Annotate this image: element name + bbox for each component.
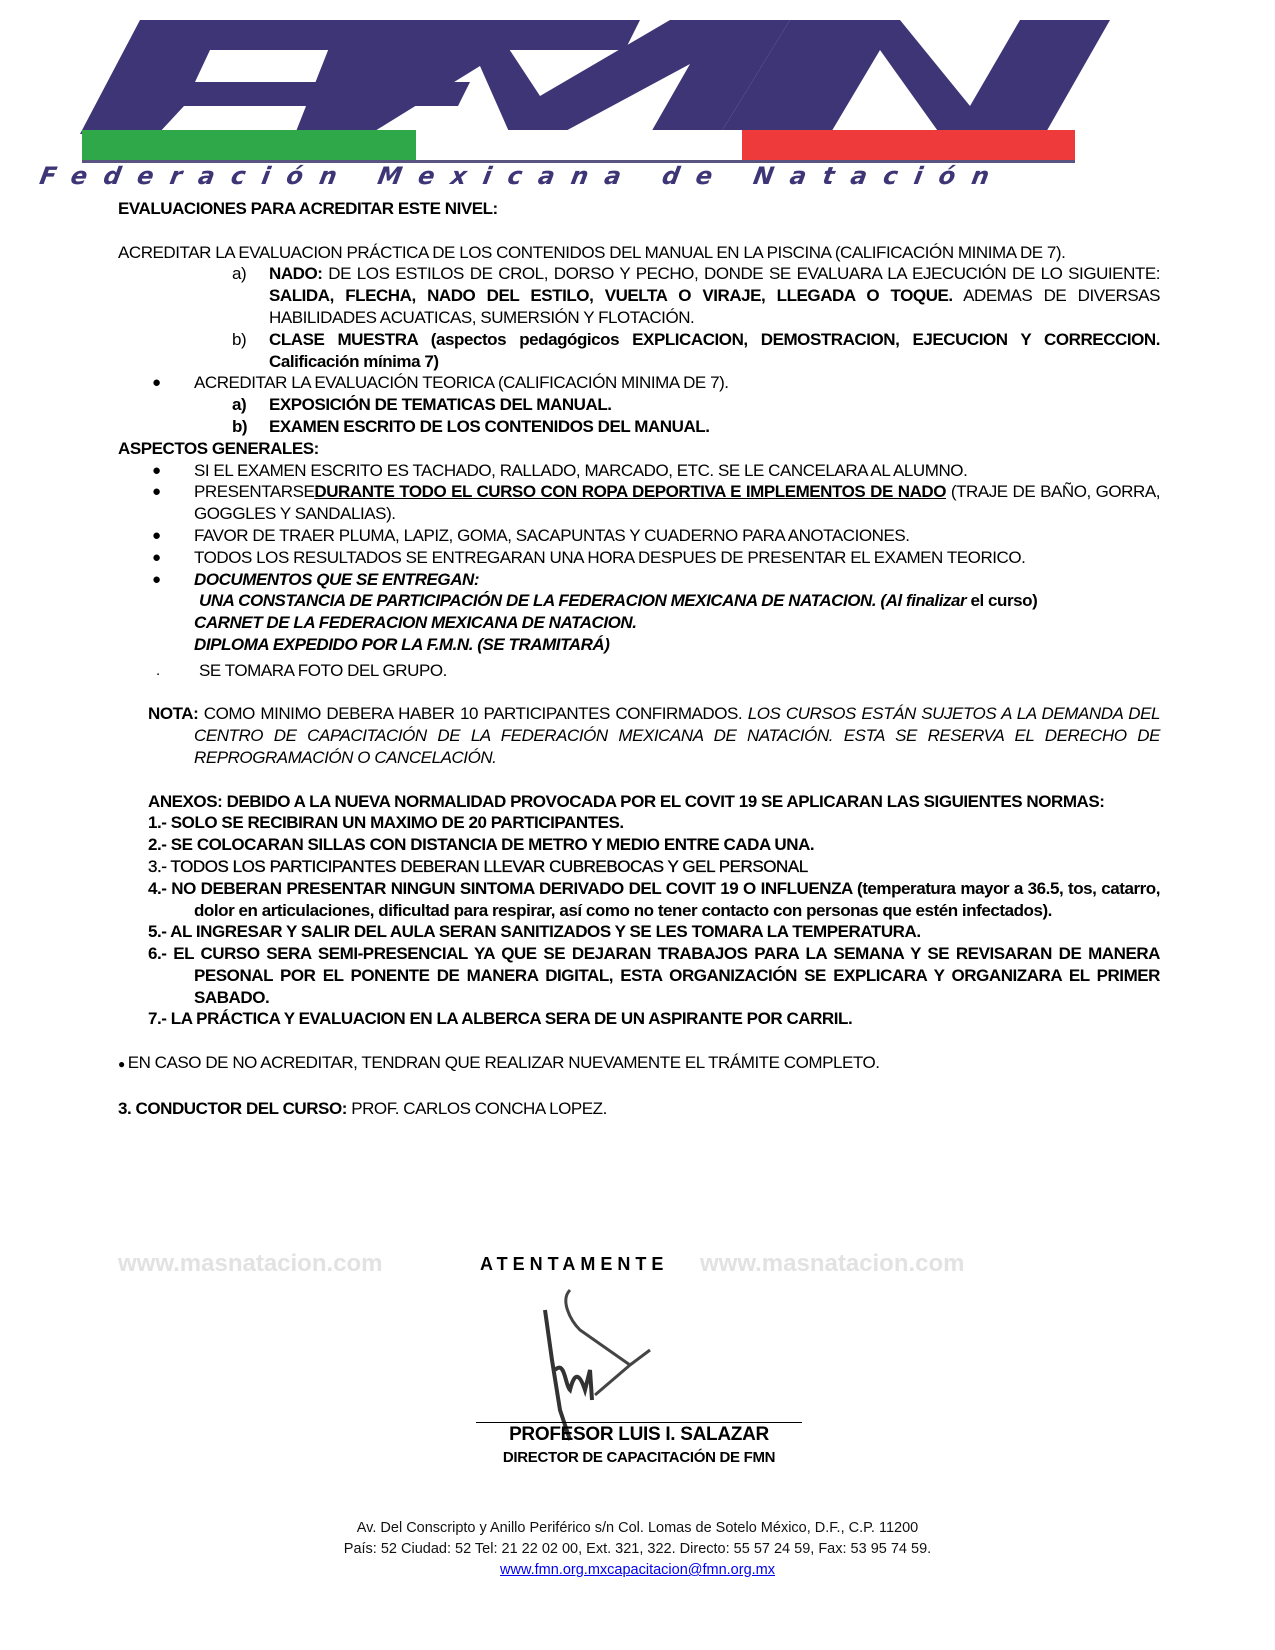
bullet-text: TODOS LOS RESULTADOS SE ENTREGARAN UNA HORA DESPUES DE PRESENTAR EL EXAMEN TEORICO.	[194, 547, 1026, 567]
item-lead: NADO:	[269, 264, 323, 284]
bullet-text: FAVOR DE TRAER PLUMA, LAPIZ, GOMA, SACAPUNTAS Y CUADERNO PARA ANOTACIONES.	[194, 525, 910, 545]
item-text: CLASE MUESTRA (aspectos pedagógicos EXPLICACION, DEMOSTRACION, EJECUCION Y CORRECCION. Calificación mínima 7)	[269, 329, 1160, 371]
document-item: CARNET DE LA FEDERACION MEXICANA DE NATACION.	[194, 613, 637, 633]
footer-link[interactable]: www.fmn.org.mxcapacitacion@fmn.org.mx	[500, 1562, 775, 1578]
bullet-icon: ●	[152, 526, 161, 544]
anexo-number: 4.-	[148, 878, 167, 898]
closing-text: ATENTAMENTE	[480, 1254, 669, 1274]
anexo-item	[148, 834, 1160, 856]
bullet-text: SI EL EXAMEN ESCRITO ES TACHADO, RALLADO, MARCADO, ETC. SE LE CANCELARA AL ALUMNO.	[194, 460, 968, 480]
conductor-label: 3. CONDUCTOR DEL CURSO:	[118, 1098, 347, 1118]
document-body	[118, 198, 1160, 1119]
anexo-text: AL INGRESAR Y SALIR DEL AULA SERAN SANITIZADOS Y SE LES TOMARA LA TEMPERATURA.	[170, 922, 921, 942]
watermark: www.masnatacion.com	[118, 1250, 383, 1277]
bullet-icon: .	[156, 661, 160, 679]
anexo-number: 1.-	[148, 813, 167, 833]
anexo-text: NO DEBERAN PRESENTAR NINGUN SINTOMA DERIVADO DEL COVIT 19 O INFLUENZA	[171, 878, 853, 898]
item-text: EXAMEN ESCRITO DE LOS CONTENIDOS DEL MANUAL.	[269, 416, 710, 436]
flag-red-bar	[742, 130, 1075, 162]
document-item: DIPLOMA EXPEDIDO POR LA F.M.N. (SE TRAMITARÁ)	[194, 634, 610, 654]
anexo-number: 6.-	[148, 944, 167, 964]
section-title: EVALUACIONES PARA ACREDITAR ESTE NIVEL:	[118, 199, 498, 218]
anexo-number: 5.-	[148, 922, 167, 942]
item-bold: SALIDA, FLECHA, NADO DEL ESTILO, VUELTA O VIRAJE, LLEGADA O TOQUE.	[269, 286, 953, 306]
signer-name: PROFESOR LUIS I. SALAZAR	[509, 1424, 769, 1445]
anexo-item	[148, 943, 1160, 1008]
item-label: b)	[232, 416, 248, 436]
flag-white-bar	[416, 130, 742, 162]
no-acreditar-text: EN CASO DE NO ACREDITAR, TENDRAN QUE REALIZAR NUEVAMENTE EL TRÁMITE COMPLETO.	[127, 1053, 880, 1073]
anexo-text: EL CURSO SERA SEMI-PRESENCIAL YA QUE SE DEJARAN TRABAJOS PARA LA SEMANA Y SE REVISARAN DE MANERA PESONAL POR EL PONENTE DE MANERA DIGITAL, ESTA ORGANIZACIÓN SE EXPLICARA Y ORGANIZARA EL PRIMER SABADO.	[173, 944, 1160, 1007]
bullet-icon: ●	[152, 374, 161, 392]
anexo-item	[148, 1008, 1160, 1030]
nota-paragraph	[118, 703, 1160, 768]
watermark: www.masnatacion.com	[700, 1250, 965, 1277]
practica-item-a	[118, 263, 1160, 328]
anexos-section	[118, 791, 1160, 1031]
anexo-item	[148, 878, 1160, 922]
aspecto-bullet	[118, 547, 1160, 569]
item-text: DE LOS ESTILOS DE CROL, DORSO Y PECHO, DONDE SE EVALUARA LA EJECUCIÓN DE LO SIGUIENTE:	[322, 264, 1160, 284]
conductor-name: PROF. CARLOS CONCHA LOPEZ.	[346, 1098, 607, 1118]
bullet-icon: ●	[152, 483, 161, 501]
anexo-text: SOLO SE RECIBIRAN UN MAXIMO DE 20 PARTICIPANTES.	[170, 813, 624, 833]
anexo-number: 2.-	[148, 835, 167, 855]
signature	[530, 1290, 680, 1440]
nota-label: NOTA:	[148, 704, 199, 724]
footer	[0, 1518, 1275, 1581]
footer-address: Av. Del Conscripto y Anillo Periférico s/n Col. Lomas de Sotelo México, D.F., C.P. 11200	[356, 1520, 919, 1536]
no-acreditar-line	[118, 1052, 1160, 1076]
bullet-text: ACREDITAR LA EVALUACIÓN TEORICA (CALIFICACIÓN MINIMA DE 7).	[194, 373, 729, 393]
fmn-logo	[37, 6, 1180, 190]
practica-item-b	[118, 329, 1160, 373]
bullet-text: PRESENTARSE	[194, 482, 315, 502]
signer-title: DIRECTOR DE CAPACITACIÓN DE FMN	[502, 1449, 776, 1466]
document-item-suffix: el curso)	[966, 591, 1038, 611]
bullet-emphasis: DURANTE TODO EL CURSO CON ROPA DEPORTIVA E IMPLEMENTOS DE NADO	[314, 482, 946, 502]
bullet-text: SE TOMARA FOTO DEL GRUPO.	[199, 660, 447, 680]
anexo-item	[148, 921, 1160, 943]
footer-phones: País: 52 Ciudad: 52 Tel: 21 22 02 00, Ext. 321, 322. Directo: 55 57 24 59, Fax: 53 95 74 59.	[343, 1541, 932, 1557]
item-label: a)	[232, 395, 247, 415]
anexo-item	[148, 856, 1160, 878]
bullet-icon: ●	[118, 1057, 128, 1072]
documentos-title: DOCUMENTOS QUE SE ENTREGAN:	[194, 569, 480, 589]
anexo-number: 3.-	[148, 856, 167, 876]
bullet-icon: ●	[152, 570, 161, 588]
aspecto-bullet	[118, 481, 1160, 525]
teorica-item-b	[118, 416, 1160, 438]
teorica-item-a	[118, 394, 1160, 416]
anexos-title: ANEXOS: DEBIDO A LA NUEVA NORMALIDAD PROVOCADA POR EL COVIT 19 SE APLICARAN LAS SIGUIENTES NORMAS:	[148, 791, 1105, 811]
aspectos-title: ASPECTOS GENERALES:	[118, 438, 319, 458]
anexo-item	[148, 812, 1160, 834]
aspecto-bullet	[118, 460, 1160, 482]
anexo-extra: (temperatura mayor a 36.5, tos, catarro, dolor en articulaciones, dificultad para respirar, así como no tener contacto con personas que estén infectados).	[194, 878, 1160, 920]
anexo-text: LA PRÁCTICA Y EVALUACION EN LA ALBERCA SERA DE UN ASPIRANTE POR CARRIL.	[170, 1009, 853, 1029]
bullet-text: (TRAJE DE BAÑO, GORRA, GOGGLES Y SANDALIAS).	[194, 482, 1160, 524]
foto-bullet	[118, 660, 1160, 682]
aspecto-bullet	[118, 525, 1160, 547]
logo-subtitle: Federación Mexicana de Natación	[37, 162, 1003, 190]
conductor-line	[118, 1098, 1160, 1120]
item-text: EXPOSICIÓN DE TEMATICAS DEL MANUAL.	[269, 395, 612, 415]
nota-italic: LOS CURSOS ESTÁN SUJETOS A LA DEMANDA DEL CENTRO DE CAPACITACIÓN DE LA FEDERACIÓN MEXICANA DE NATACIÓN. ESTA SE RESERVA EL DERECHO DE REPROGRAMACIÓN O CANCELACIÓN.	[194, 704, 1160, 767]
practica-paragraph: ACREDITAR LA EVALUACION PRÁCTICA DE LOS CONTENIDOS DEL MANUAL EN LA PISCINA (CALIFICACIÓN MINIMA DE 7).	[118, 242, 1066, 262]
nota-text: COMO MINIMO DEBERA HABER 10 PARTICIPANTES CONFIRMADOS.	[198, 704, 748, 724]
signature-line	[476, 1422, 802, 1423]
documentos-bullet	[118, 569, 1160, 656]
flag-green-bar	[82, 130, 416, 162]
anexo-number: 7.-	[148, 1009, 167, 1029]
teorica-bullet	[118, 372, 1160, 394]
item-label: a)	[232, 264, 247, 284]
bullet-icon: ●	[152, 461, 161, 479]
item-label: b)	[232, 329, 247, 349]
bullet-icon: ●	[152, 548, 161, 566]
anexo-text: TODOS LOS PARTICIPANTES DEBERAN LLEVAR CUBREBOCAS Y GEL PERSONAL	[170, 856, 808, 876]
logo-letters	[80, 20, 1110, 134]
anexo-text: SE COLOCARAN SILLAS CON DISTANCIA DE METRO Y MEDIO ENTRE CADA UNA.	[170, 835, 815, 855]
item-text: ADEMAS DE DIVERSAS HABILIDADES ACUATICAS, SUMERSIÓN Y FLOTACIÓN.	[269, 286, 1161, 327]
document-item: UNA CONSTANCIA DE PARTICIPACIÓN DE LA FEDERACION MEXICANA DE NATACION. (Al finalizar	[199, 591, 967, 611]
